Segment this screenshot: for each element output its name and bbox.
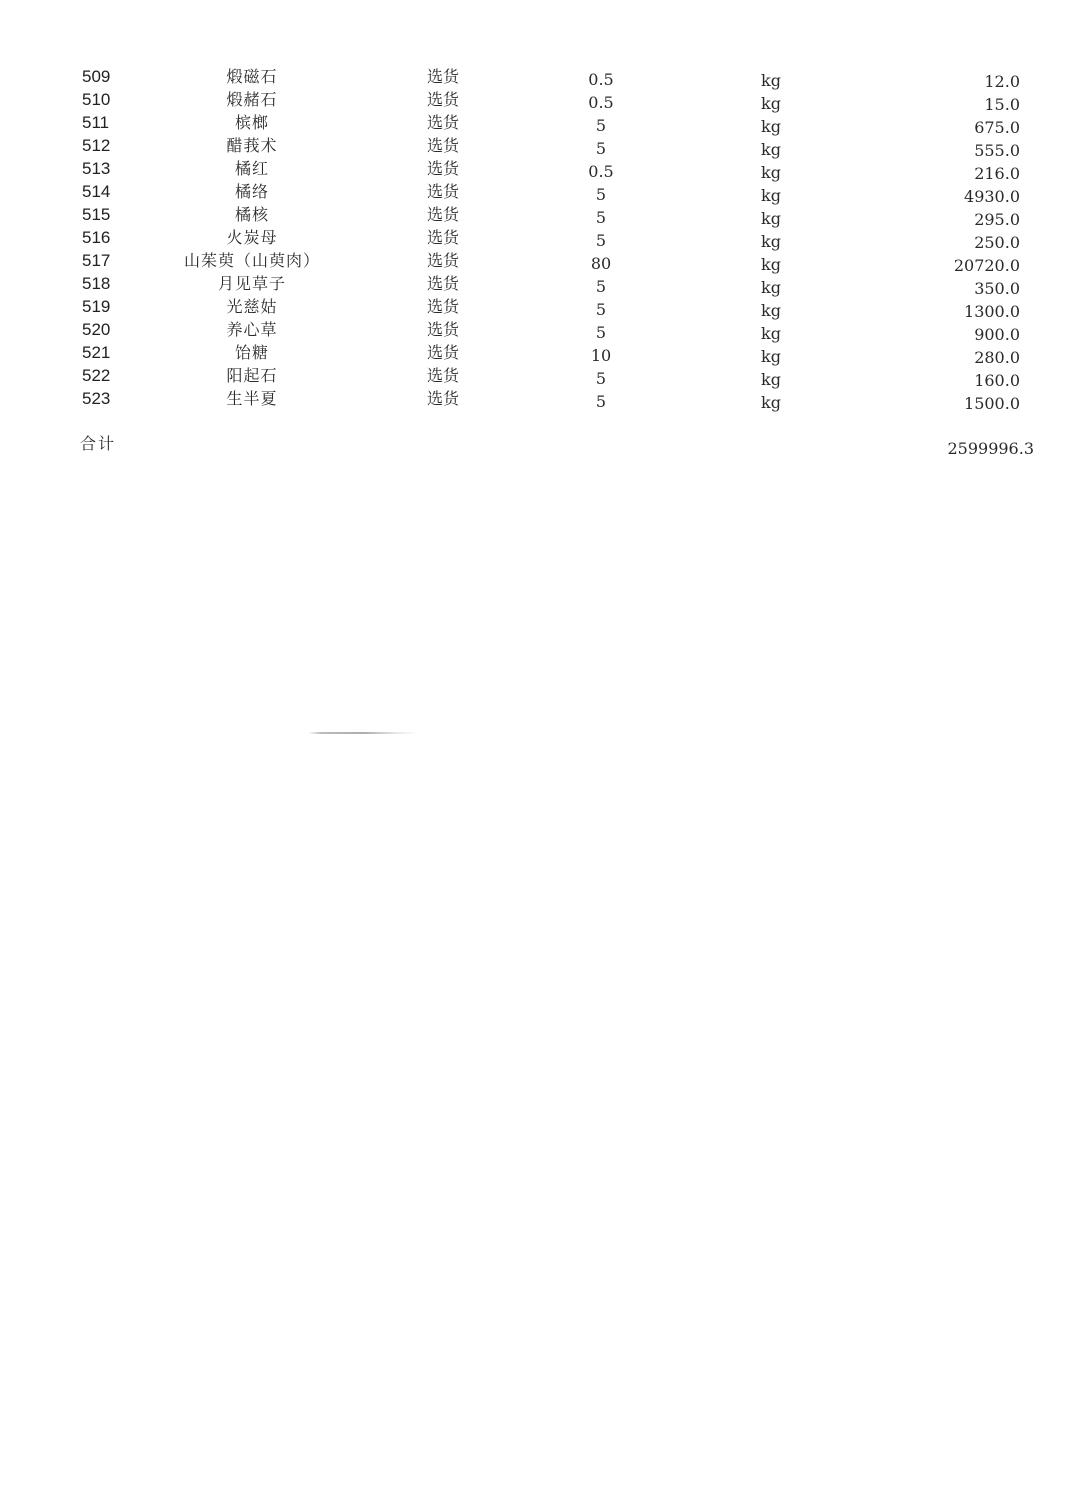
item-grade: 选货	[426, 320, 459, 339]
item-grade: 选货	[426, 366, 459, 385]
row-number: 515	[82, 205, 111, 224]
item-name: 生半夏	[226, 389, 278, 408]
item-grade: 选货	[426, 343, 459, 362]
item-name: 饴糖	[234, 343, 269, 362]
item-amount: 4930.0	[964, 187, 1020, 206]
row-number: 510	[82, 90, 111, 109]
item-name: 橘红	[234, 159, 269, 178]
item-quantity: 5	[595, 208, 607, 227]
item-name: 月见草子	[217, 274, 286, 293]
table-row	[0, 341, 1080, 367]
item-grade: 选货	[426, 297, 459, 316]
table-row	[0, 272, 1080, 298]
row-number: 509	[82, 67, 111, 86]
item-unit: kg	[761, 324, 781, 343]
table-row	[0, 88, 1080, 114]
item-grade: 选货	[426, 251, 459, 270]
item-name: 橘核	[234, 205, 269, 224]
row-number: 520	[82, 320, 111, 339]
item-unit: kg	[761, 117, 781, 136]
item-quantity: 5	[595, 116, 607, 135]
row-number: 511	[82, 113, 110, 132]
row-number: 517	[82, 251, 111, 270]
total-value: 2599996.3	[947, 439, 1034, 458]
table-row	[0, 180, 1080, 206]
item-quantity: 10	[590, 346, 612, 365]
item-unit: kg	[761, 370, 781, 389]
item-grade: 选货	[426, 389, 459, 408]
item-unit: kg	[761, 393, 781, 412]
item-amount: 295.0	[974, 210, 1020, 229]
item-quantity: 5	[595, 231, 607, 250]
item-quantity: 80	[590, 254, 612, 273]
item-unit: kg	[761, 232, 781, 251]
row-number: 522	[82, 366, 111, 385]
row-number: 523	[82, 389, 111, 408]
item-unit: kg	[761, 209, 781, 228]
row-number: 512	[82, 136, 111, 155]
item-name: 煅磁石	[226, 67, 278, 86]
item-grade: 选货	[426, 67, 459, 86]
item-quantity: 5	[595, 185, 607, 204]
item-quantity: 5	[595, 300, 607, 319]
item-quantity: 0.5	[588, 70, 614, 89]
row-number: 519	[82, 297, 111, 316]
item-amount: 350.0	[974, 279, 1020, 298]
item-amount: 160.0	[974, 371, 1020, 390]
item-quantity: 5	[595, 392, 607, 411]
item-amount: 675.0	[974, 118, 1020, 137]
item-grade: 选货	[426, 113, 459, 132]
item-quantity: 0.5	[588, 162, 614, 181]
item-grade: 选货	[426, 159, 459, 178]
table-row	[0, 295, 1080, 321]
item-name: 煅赭石	[226, 90, 278, 109]
item-quantity: 5	[595, 323, 607, 342]
item-unit: kg	[761, 163, 781, 182]
item-name: 槟榔	[234, 113, 269, 132]
item-quantity: 5	[595, 369, 607, 388]
table-row	[0, 364, 1080, 390]
table-row	[0, 203, 1080, 229]
item-unit: kg	[761, 186, 781, 205]
total-row	[0, 432, 1080, 456]
table-row	[0, 249, 1080, 275]
table-row	[0, 226, 1080, 252]
item-grade: 选货	[426, 274, 459, 293]
item-grade: 选货	[426, 205, 459, 224]
item-name: 光慈姑	[226, 297, 278, 316]
item-amount: 555.0	[974, 141, 1020, 160]
item-amount: 250.0	[974, 233, 1020, 252]
item-unit: kg	[761, 94, 781, 113]
item-grade: 选货	[426, 136, 459, 155]
item-name: 养心草	[226, 320, 278, 339]
item-name: 山茱萸（山萸肉）	[183, 251, 320, 270]
table-row	[0, 111, 1080, 137]
total-label: 合计	[80, 434, 117, 453]
row-number: 513	[82, 159, 111, 178]
item-name: 橘络	[234, 182, 269, 201]
row-number: 514	[82, 182, 111, 201]
item-unit: kg	[761, 278, 781, 297]
item-quantity: 0.5	[588, 93, 614, 112]
table-row	[0, 318, 1080, 344]
table-row	[0, 157, 1080, 183]
item-amount: 1500.0	[964, 394, 1020, 413]
table-row	[0, 387, 1080, 413]
item-amount: 280.0	[974, 348, 1020, 367]
row-number: 521	[82, 343, 111, 362]
table-row	[0, 134, 1080, 160]
item-grade: 选货	[426, 90, 459, 109]
item-unit: kg	[761, 71, 781, 90]
item-grade: 选货	[426, 228, 459, 247]
item-amount: 20720.0	[953, 256, 1020, 275]
item-amount: 216.0	[974, 164, 1020, 183]
row-number: 516	[82, 228, 111, 247]
scan-artifact-line	[308, 732, 420, 734]
row-number: 518	[82, 274, 111, 293]
item-name: 火炭母	[226, 228, 278, 247]
item-name: 醋莪术	[226, 136, 278, 155]
item-quantity: 5	[595, 139, 607, 158]
item-unit: kg	[761, 140, 781, 159]
item-amount: 1300.0	[964, 302, 1020, 321]
item-unit: kg	[761, 255, 781, 274]
item-amount: 900.0	[974, 325, 1020, 344]
item-unit: kg	[761, 347, 781, 366]
item-unit: kg	[761, 301, 781, 320]
item-grade: 选货	[426, 182, 459, 201]
item-quantity: 5	[595, 277, 607, 296]
item-amount: 12.0	[984, 72, 1020, 91]
table-row	[0, 65, 1080, 91]
item-name: 阳起石	[226, 366, 278, 385]
item-amount: 15.0	[984, 95, 1020, 114]
